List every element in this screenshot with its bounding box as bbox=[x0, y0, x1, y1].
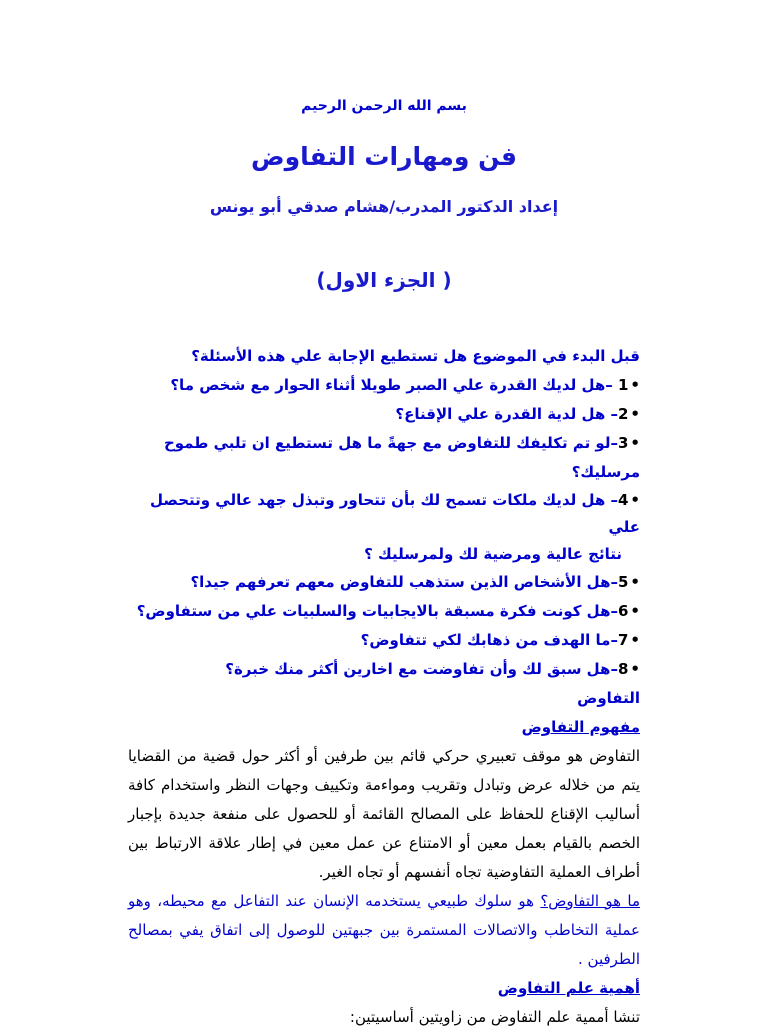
question-number: 1 bbox=[617, 376, 629, 394]
section-label: التفاوض bbox=[577, 689, 640, 707]
question-item-2 bbox=[128, 400, 640, 429]
question-number: 7 bbox=[617, 631, 629, 649]
question-number: 4 bbox=[617, 491, 629, 509]
concept-paragraph: التفاوض هو موقف تعبيري حركي قائم بين طرفين أو أكثر حول قضية من القضايا يتم من خلاله عرض وتبادل وتقريب ومواءمة وتكييف وجهات النظر واستخدام كافة أساليب الإقناع للحفاظ على المصالح القائمة أو للحصول على منفعة جديدة بإجبار الخصم بالقيام بعمل معين أو الامتناع عن عمل معين في إطار علاقة الارتباط بين أطراف العملية التفاوضية تجاه أنفسهم أو تجاه الغير. bbox=[128, 747, 640, 881]
question-text: – هل لدية القدرة علي الإقناع؟ bbox=[395, 405, 618, 423]
question-item-3 bbox=[128, 429, 640, 487]
author-line: إعداد الدكتور المدرب/هشام صدقي أبو يونس bbox=[209, 197, 559, 216]
question-continuation: نتائج عالية ومرضية لك ولمرسليك ؟ bbox=[364, 545, 622, 563]
question-text: – هل لديك ملكات تسمح لك بأن تتحاور وتبذل جهد عالي وتتحصل علي bbox=[150, 491, 640, 536]
question-item-6 bbox=[128, 597, 640, 626]
bullet-icon: • bbox=[630, 602, 640, 620]
bullet-icon: • bbox=[630, 434, 640, 452]
part-label: ( الجزء الاول) bbox=[316, 268, 452, 292]
question-text: –هل كونت فكرة مسبقة بالايجابيات والسلبيات علي من ستفاوض؟ bbox=[136, 602, 618, 620]
basmala: بسم الله الرحمن الرحيم bbox=[301, 98, 467, 114]
question-text: –لو تم تكليفك للتفاوض مع جهةً ما هل تستطيع ان تلبي طموح مرسليك؟ bbox=[163, 434, 640, 481]
bullet-icon: • bbox=[630, 631, 640, 649]
page-title: فن ومهارات التفاوض bbox=[251, 142, 517, 171]
importance-text: تنشا أممية علم التفاوض من زاويتين أساسيتين: bbox=[349, 1008, 640, 1026]
question-number: 3 bbox=[617, 434, 629, 452]
importance-heading: أهمية علم التفاوض bbox=[497, 979, 640, 997]
what-is-paragraph bbox=[128, 887, 640, 974]
question-text: –هل سبق لك وأن تفاوضت مع اخارين أكثر منك خبرة؟ bbox=[225, 660, 618, 678]
bullet-icon: • bbox=[630, 573, 640, 591]
question-item-8 bbox=[128, 655, 640, 684]
what-is-text: هو سلوك طبيعي يستخدمه الإنسان عند التفاعل مع محيطه، وهو عملية التخاطب والاتصالات المستمرة بين جبهتين للوصول إلى اتفاق يفي بمصالح الطرفين . bbox=[128, 892, 640, 968]
document-body bbox=[128, 342, 640, 1032]
bullet-icon: • bbox=[630, 376, 640, 394]
question-number: 6 bbox=[617, 602, 629, 620]
question-number: 5 bbox=[617, 573, 629, 591]
bullet-icon: • bbox=[630, 660, 640, 678]
question-number: 2 bbox=[617, 405, 629, 423]
question-item-1 bbox=[128, 371, 640, 400]
question-item-4 bbox=[128, 487, 640, 568]
question-item-5 bbox=[128, 568, 640, 597]
bullet-icon: • bbox=[630, 491, 640, 509]
question-text: –هل لديك القدرة علي الصبر طويلا أثناء الحوار مع شخص ما؟ bbox=[170, 376, 618, 394]
concept-heading: مفهوم التفاوض bbox=[521, 718, 640, 736]
intro-question: قبل البدء في الموضوع هل تستطيع الإجابة علي هذه الأسئلة؟ bbox=[191, 347, 640, 365]
bullet-icon: • bbox=[630, 405, 640, 423]
question-number: 8 bbox=[617, 660, 629, 678]
question-text: –هل الأشخاص الذين ستذهب للتفاوض معهم تعرفهم جيدا؟ bbox=[190, 573, 618, 591]
question-text: –ما الهدف من ذهابك لكي تتفاوض؟ bbox=[360, 631, 618, 649]
question-item-7 bbox=[128, 626, 640, 655]
what-is-lead: ما هو التفاوض؟ bbox=[540, 892, 641, 910]
